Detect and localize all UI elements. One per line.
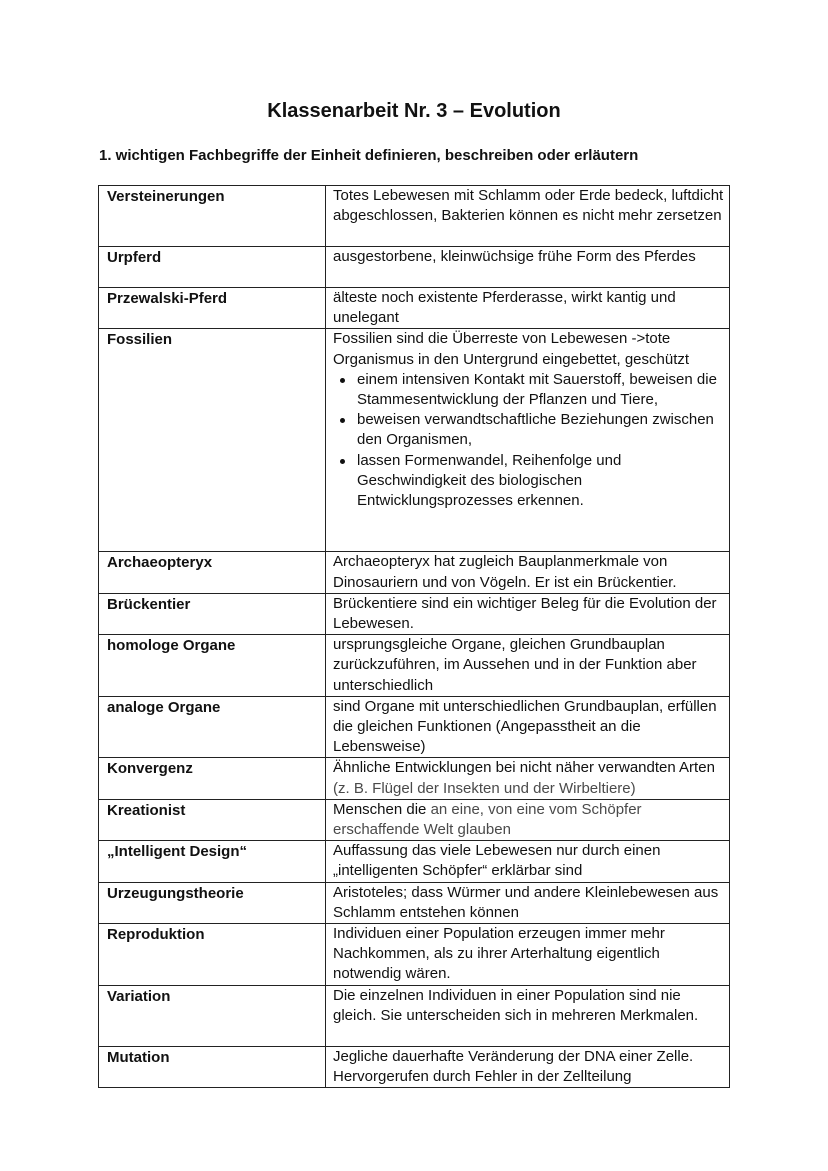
definition-cell: ausgestorbene, kleinwüchsige frühe Form des Pferdes xyxy=(326,247,730,288)
definition-text: Ähnliche Entwicklungen bei nicht näher verwandten Arten xyxy=(333,759,715,777)
table-row xyxy=(99,635,730,697)
table-row xyxy=(99,288,730,329)
table-row xyxy=(99,841,730,882)
definition-bullet-list xyxy=(333,370,725,511)
list-item: lassen Formenwandel, Reihenfolge und Geschwindigkeit des biologischen Entwicklungsprozesses erkennen. xyxy=(357,451,725,512)
definition-example: (z. B. Flügel der Insekten und der Wirbeltiere) xyxy=(333,779,636,797)
term-cell: Konvergenz xyxy=(99,758,326,799)
table-row xyxy=(99,985,730,1046)
term-cell: Przewalski-Pferd xyxy=(99,288,326,329)
page-title: Klassenarbeit Nr. 3 – Evolution xyxy=(267,100,561,122)
term-cell: Variation xyxy=(99,985,326,1046)
definition-cell: Auffassung das viele Lebewesen nur durch einen „intelligenten Schöpfer“ erklärbar sind xyxy=(326,841,730,882)
term-cell: Reproduktion xyxy=(99,924,326,986)
table-row xyxy=(99,1046,730,1087)
definition-cell: Die einzelnen Individuen in einer Population sind nie gleich. Sie unterscheiden sich in mehreren Merkmalen. xyxy=(326,985,730,1046)
definition-cell: ursprungsgleiche Organe, gleichen Grundbauplan zurückzuführen, im Aussehen und in der Funktion aber unterschiedlich xyxy=(326,635,730,697)
definition-cell: Brückentiere sind ein wichtiger Beleg für die Evolution der Lebewesen. xyxy=(326,593,730,634)
terms-table xyxy=(98,185,730,1088)
definition-cell: Jegliche dauerhafte Veränderung der DNA einer Zelle. Hervorgerufen durch Fehler in der Zellteilung xyxy=(326,1046,730,1087)
definition-text: Menschen die xyxy=(333,800,427,818)
table-row xyxy=(99,758,730,799)
definition-continuation: an eine, von eine vom Schöpfer erschaffende Welt glauben xyxy=(333,800,642,839)
table-row xyxy=(99,799,730,840)
section-heading: 1. wichtigen Fachbegriffe der Einheit definieren, beschreiben oder erläutern xyxy=(99,147,639,164)
term-cell: Archaeopteryx xyxy=(99,552,326,593)
term-cell: Brückentier xyxy=(99,593,326,634)
definition-cell: Archaeopteryx hat zugleich Bauplanmerkmale von Dinosauriern und von Vögeln. Er ist ein Brückentier. xyxy=(326,552,730,593)
table-row xyxy=(99,552,730,593)
definition-intro: Fossilien sind die Überreste von Lebewesen ->tote Organismus in den Untergrund eingebettet, geschützt xyxy=(333,330,690,368)
list-item: beweisen verwandtschaftliche Beziehungen zwischen den Organismen, xyxy=(357,410,725,450)
definition-cell xyxy=(326,329,730,552)
table-row xyxy=(99,593,730,634)
term-cell: Kreationist xyxy=(99,799,326,840)
term-cell: Versteinerungen xyxy=(99,186,326,247)
table-row xyxy=(99,882,730,923)
list-item: einem intensiven Kontakt mit Sauerstoff, beweisen die Stammesentwicklung der Pflanzen und Tiere, xyxy=(357,370,725,410)
definition-cell xyxy=(326,799,730,840)
definition-cell xyxy=(326,758,730,799)
table-row xyxy=(99,186,730,247)
table-row xyxy=(99,247,730,288)
term-cell: Mutation xyxy=(99,1046,326,1087)
term-cell: homologe Organe xyxy=(99,635,326,697)
definition-cell: Aristoteles; dass Würmer und andere Kleinlebewesen aus Schlamm entstehen können xyxy=(326,882,730,923)
table-row xyxy=(99,924,730,986)
definition-cell: Totes Lebewesen mit Schlamm oder Erde bedeck, luftdicht abgeschlossen, Bakterien können es nicht mehr zersetzen xyxy=(326,186,730,247)
definition-cell: sind Organe mit unterschiedlichen Grundbauplan, erfüllen die gleichen Funktionen (Angepasstheit an die Lebensweise) xyxy=(326,696,730,758)
term-cell: Fossilien xyxy=(99,329,326,552)
table-row xyxy=(99,329,730,552)
definition-cell: Individuen einer Population erzeugen immer mehr Nachkommen, als zu ihrer Arterhaltung eigentlich notwendig wären. xyxy=(326,924,730,986)
term-cell: Urpferd xyxy=(99,247,326,288)
term-cell: Urzeugungstheorie xyxy=(99,882,326,923)
term-cell: analoge Organe xyxy=(99,696,326,758)
term-cell: „Intelligent Design“ xyxy=(99,841,326,882)
definition-cell: älteste noch existente Pferderasse, wirkt kantig und unelegant xyxy=(326,288,730,329)
table-row xyxy=(99,696,730,758)
